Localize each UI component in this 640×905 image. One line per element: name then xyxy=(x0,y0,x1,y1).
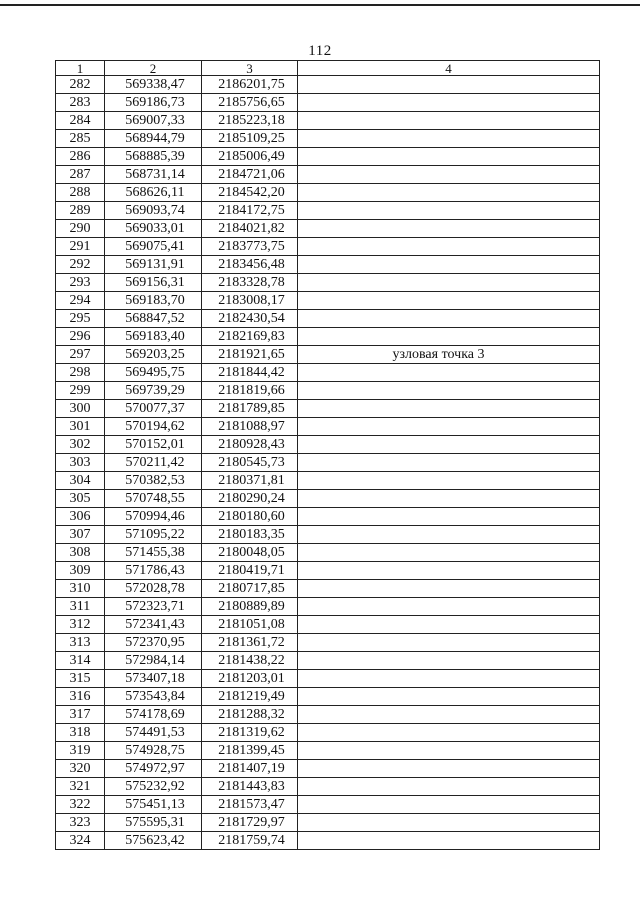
note-cell xyxy=(298,328,600,346)
x-coordinate-cell: 569183,40 xyxy=(105,328,202,346)
x-coordinate-cell: 569203,25 xyxy=(105,346,202,364)
y-coordinate-cell: 2180048,05 xyxy=(202,544,298,562)
table-body xyxy=(56,76,600,850)
table-row xyxy=(56,148,600,166)
y-coordinate-cell: 2181361,72 xyxy=(202,634,298,652)
table-row xyxy=(56,382,600,400)
y-coordinate-cell: 2181288,32 xyxy=(202,706,298,724)
table-row xyxy=(56,328,600,346)
x-coordinate-cell: 568847,52 xyxy=(105,310,202,328)
y-coordinate-cell: 2181319,62 xyxy=(202,724,298,742)
x-coordinate-cell: 568944,79 xyxy=(105,130,202,148)
x-coordinate-cell: 571455,38 xyxy=(105,544,202,562)
y-coordinate-cell: 2181573,47 xyxy=(202,796,298,814)
table-row xyxy=(56,526,600,544)
table-row xyxy=(56,472,600,490)
point-number-cell: 318 xyxy=(56,724,105,742)
table-row xyxy=(56,184,600,202)
table-row xyxy=(56,796,600,814)
header-row xyxy=(56,61,600,76)
y-coordinate-cell: 2180183,35 xyxy=(202,526,298,544)
x-coordinate-cell: 569156,31 xyxy=(105,274,202,292)
point-number-cell: 312 xyxy=(56,616,105,634)
y-coordinate-cell: 2184021,82 xyxy=(202,220,298,238)
point-number-cell: 288 xyxy=(56,184,105,202)
note-cell xyxy=(298,112,600,130)
note-cell xyxy=(298,580,600,598)
y-coordinate-cell: 2185006,49 xyxy=(202,148,298,166)
x-coordinate-cell: 569338,47 xyxy=(105,76,202,94)
y-coordinate-cell: 2182430,54 xyxy=(202,310,298,328)
x-coordinate-cell: 574972,97 xyxy=(105,760,202,778)
point-number-cell: 315 xyxy=(56,670,105,688)
point-number-cell: 298 xyxy=(56,364,105,382)
table-row xyxy=(56,274,600,292)
table-row xyxy=(56,832,600,850)
point-number-cell: 319 xyxy=(56,742,105,760)
coordinates-table xyxy=(55,60,600,850)
x-coordinate-cell: 570994,46 xyxy=(105,508,202,526)
table-row xyxy=(56,598,600,616)
x-coordinate-cell: 573407,18 xyxy=(105,670,202,688)
table-row xyxy=(56,310,600,328)
y-coordinate-cell: 2181051,08 xyxy=(202,616,298,634)
point-number-cell: 320 xyxy=(56,760,105,778)
y-coordinate-cell: 2180180,60 xyxy=(202,508,298,526)
note-cell xyxy=(298,148,600,166)
table-row xyxy=(56,490,600,508)
y-coordinate-cell: 2186201,75 xyxy=(202,76,298,94)
point-number-cell: 297 xyxy=(56,346,105,364)
note-cell xyxy=(298,76,600,94)
point-number-cell: 290 xyxy=(56,220,105,238)
table-row xyxy=(56,706,600,724)
table-row xyxy=(56,616,600,634)
point-number-cell: 304 xyxy=(56,472,105,490)
x-coordinate-cell: 574491,53 xyxy=(105,724,202,742)
point-number-cell: 316 xyxy=(56,688,105,706)
note-cell xyxy=(298,184,600,202)
y-coordinate-cell: 2182169,83 xyxy=(202,328,298,346)
note-cell xyxy=(298,490,600,508)
note-cell xyxy=(298,202,600,220)
y-coordinate-cell: 2181759,74 xyxy=(202,832,298,850)
note-cell xyxy=(298,454,600,472)
note-cell xyxy=(298,364,600,382)
note-cell xyxy=(298,562,600,580)
table-row xyxy=(56,256,600,274)
note-cell xyxy=(298,526,600,544)
table-row xyxy=(56,652,600,670)
note-cell xyxy=(298,832,600,850)
table-row xyxy=(56,112,600,130)
x-coordinate-cell: 575451,13 xyxy=(105,796,202,814)
table-row xyxy=(56,760,600,778)
table-row xyxy=(56,454,600,472)
note-cell xyxy=(298,688,600,706)
note-cell xyxy=(298,274,600,292)
x-coordinate-cell: 569131,91 xyxy=(105,256,202,274)
point-number-cell: 284 xyxy=(56,112,105,130)
x-coordinate-cell: 571095,22 xyxy=(105,526,202,544)
table-row xyxy=(56,166,600,184)
table-row xyxy=(56,436,600,454)
y-coordinate-cell: 2181789,85 xyxy=(202,400,298,418)
table-row xyxy=(56,400,600,418)
note-cell xyxy=(298,382,600,400)
point-number-cell: 300 xyxy=(56,400,105,418)
point-number-cell: 313 xyxy=(56,634,105,652)
point-number-cell: 306 xyxy=(56,508,105,526)
table-row xyxy=(56,670,600,688)
y-coordinate-cell: 2180290,24 xyxy=(202,490,298,508)
y-coordinate-cell: 2180371,81 xyxy=(202,472,298,490)
table-row xyxy=(56,202,600,220)
note-cell xyxy=(298,220,600,238)
point-number-cell: 283 xyxy=(56,94,105,112)
y-coordinate-cell: 2185223,18 xyxy=(202,112,298,130)
table-row xyxy=(56,742,600,760)
table-row xyxy=(56,418,600,436)
y-coordinate-cell: 2185109,25 xyxy=(202,130,298,148)
note-cell xyxy=(298,796,600,814)
x-coordinate-cell: 570748,55 xyxy=(105,490,202,508)
x-coordinate-cell: 572370,95 xyxy=(105,634,202,652)
point-number-cell: 286 xyxy=(56,148,105,166)
table-row xyxy=(56,292,600,310)
note-cell xyxy=(298,400,600,418)
y-coordinate-cell: 2181729,97 xyxy=(202,814,298,832)
point-number-cell: 291 xyxy=(56,238,105,256)
x-coordinate-cell: 575623,42 xyxy=(105,832,202,850)
y-coordinate-cell: 2184172,75 xyxy=(202,202,298,220)
y-coordinate-cell: 2181219,49 xyxy=(202,688,298,706)
x-coordinate-cell: 570382,53 xyxy=(105,472,202,490)
table-row xyxy=(56,634,600,652)
x-coordinate-cell: 570152,01 xyxy=(105,436,202,454)
x-coordinate-cell: 568731,14 xyxy=(105,166,202,184)
y-coordinate-cell: 2181819,66 xyxy=(202,382,298,400)
x-coordinate-cell: 569007,33 xyxy=(105,112,202,130)
y-coordinate-cell: 2181088,97 xyxy=(202,418,298,436)
table-row xyxy=(56,544,600,562)
x-coordinate-cell: 569033,01 xyxy=(105,220,202,238)
note-cell xyxy=(298,292,600,310)
point-number-cell: 322 xyxy=(56,796,105,814)
note-cell xyxy=(298,724,600,742)
note-cell xyxy=(298,544,600,562)
note-cell xyxy=(298,814,600,832)
x-coordinate-cell: 575595,31 xyxy=(105,814,202,832)
note-cell xyxy=(298,166,600,184)
note-cell: узловая точка 3 xyxy=(298,346,600,364)
y-coordinate-cell: 2184542,20 xyxy=(202,184,298,202)
point-number-cell: 301 xyxy=(56,418,105,436)
note-cell xyxy=(298,634,600,652)
table-row xyxy=(56,76,600,94)
column-header-3: 3 xyxy=(202,61,298,76)
point-number-cell: 289 xyxy=(56,202,105,220)
note-cell xyxy=(298,598,600,616)
x-coordinate-cell: 569075,41 xyxy=(105,238,202,256)
point-number-cell: 317 xyxy=(56,706,105,724)
point-number-cell: 307 xyxy=(56,526,105,544)
column-header-1: 1 xyxy=(56,61,105,76)
table-row xyxy=(56,364,600,382)
table-row xyxy=(56,238,600,256)
note-cell xyxy=(298,670,600,688)
note-cell xyxy=(298,472,600,490)
point-number-cell: 309 xyxy=(56,562,105,580)
table-row xyxy=(56,94,600,112)
table-row xyxy=(56,778,600,796)
x-coordinate-cell: 569183,70 xyxy=(105,292,202,310)
point-number-cell: 287 xyxy=(56,166,105,184)
table-row xyxy=(56,130,600,148)
x-coordinate-cell: 570077,37 xyxy=(105,400,202,418)
x-coordinate-cell: 574178,69 xyxy=(105,706,202,724)
y-coordinate-cell: 2180928,43 xyxy=(202,436,298,454)
y-coordinate-cell: 2180545,73 xyxy=(202,454,298,472)
y-coordinate-cell: 2183773,75 xyxy=(202,238,298,256)
y-coordinate-cell: 2181407,19 xyxy=(202,760,298,778)
note-cell xyxy=(298,256,600,274)
point-number-cell: 296 xyxy=(56,328,105,346)
x-coordinate-cell: 572028,78 xyxy=(105,580,202,598)
x-coordinate-cell: 569739,29 xyxy=(105,382,202,400)
y-coordinate-cell: 2185756,65 xyxy=(202,94,298,112)
table-row xyxy=(56,814,600,832)
note-cell xyxy=(298,706,600,724)
note-cell xyxy=(298,760,600,778)
table-row xyxy=(56,220,600,238)
x-coordinate-cell: 572341,43 xyxy=(105,616,202,634)
x-coordinate-cell: 573543,84 xyxy=(105,688,202,706)
x-coordinate-cell: 569495,75 xyxy=(105,364,202,382)
x-coordinate-cell: 569093,74 xyxy=(105,202,202,220)
note-cell xyxy=(298,130,600,148)
note-cell xyxy=(298,94,600,112)
note-cell xyxy=(298,310,600,328)
point-number-cell: 321 xyxy=(56,778,105,796)
x-coordinate-cell: 572323,71 xyxy=(105,598,202,616)
note-cell xyxy=(298,418,600,436)
point-number-cell: 302 xyxy=(56,436,105,454)
point-number-cell: 323 xyxy=(56,814,105,832)
table-row xyxy=(56,508,600,526)
point-number-cell: 308 xyxy=(56,544,105,562)
table-row xyxy=(56,346,600,364)
table-row xyxy=(56,580,600,598)
x-coordinate-cell: 571786,43 xyxy=(105,562,202,580)
x-coordinate-cell: 570194,62 xyxy=(105,418,202,436)
x-coordinate-cell: 575232,92 xyxy=(105,778,202,796)
table-row xyxy=(56,562,600,580)
y-coordinate-cell: 2183456,48 xyxy=(202,256,298,274)
note-cell xyxy=(298,778,600,796)
point-number-cell: 294 xyxy=(56,292,105,310)
page-number: 112 xyxy=(308,43,332,59)
y-coordinate-cell: 2184721,06 xyxy=(202,166,298,184)
point-number-cell: 293 xyxy=(56,274,105,292)
point-number-cell: 295 xyxy=(56,310,105,328)
y-coordinate-cell: 2181844,42 xyxy=(202,364,298,382)
point-number-cell: 314 xyxy=(56,652,105,670)
table-row xyxy=(56,724,600,742)
point-number-cell: 305 xyxy=(56,490,105,508)
x-coordinate-cell: 570211,42 xyxy=(105,454,202,472)
note-cell xyxy=(298,616,600,634)
point-number-cell: 282 xyxy=(56,76,105,94)
x-coordinate-cell: 568885,39 xyxy=(105,148,202,166)
y-coordinate-cell: 2181443,83 xyxy=(202,778,298,796)
point-number-cell: 285 xyxy=(56,130,105,148)
note-cell xyxy=(298,436,600,454)
top-rule xyxy=(0,4,640,6)
x-coordinate-cell: 568626,11 xyxy=(105,184,202,202)
point-number-cell: 324 xyxy=(56,832,105,850)
y-coordinate-cell: 2183008,17 xyxy=(202,292,298,310)
table-row xyxy=(56,688,600,706)
note-cell xyxy=(298,238,600,256)
point-number-cell: 311 xyxy=(56,598,105,616)
y-coordinate-cell: 2181921,65 xyxy=(202,346,298,364)
y-coordinate-cell: 2180889,89 xyxy=(202,598,298,616)
note-cell xyxy=(298,508,600,526)
point-number-cell: 303 xyxy=(56,454,105,472)
y-coordinate-cell: 2180717,85 xyxy=(202,580,298,598)
y-coordinate-cell: 2181399,45 xyxy=(202,742,298,760)
y-coordinate-cell: 2181438,22 xyxy=(202,652,298,670)
x-coordinate-cell: 572984,14 xyxy=(105,652,202,670)
column-header-4: 4 xyxy=(298,61,600,76)
x-coordinate-cell: 574928,75 xyxy=(105,742,202,760)
y-coordinate-cell: 2180419,71 xyxy=(202,562,298,580)
note-cell xyxy=(298,742,600,760)
x-coordinate-cell: 569186,73 xyxy=(105,94,202,112)
column-header-2: 2 xyxy=(105,61,202,76)
point-number-cell: 310 xyxy=(56,580,105,598)
point-number-cell: 299 xyxy=(56,382,105,400)
y-coordinate-cell: 2183328,78 xyxy=(202,274,298,292)
y-coordinate-cell: 2181203,01 xyxy=(202,670,298,688)
note-cell xyxy=(298,652,600,670)
point-number-cell: 292 xyxy=(56,256,105,274)
